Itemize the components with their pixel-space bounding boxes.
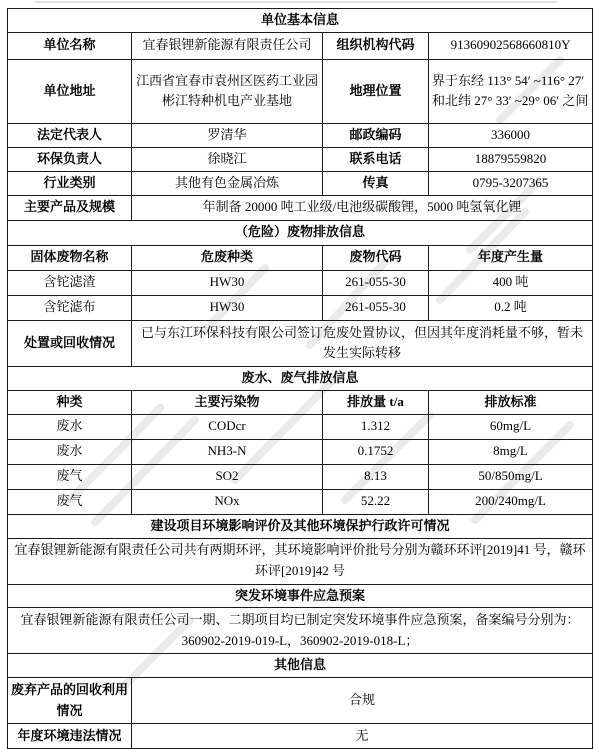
cell-pollutant: NH3-N (132, 439, 323, 464)
value-contact-phone: 18879559820 (429, 147, 593, 171)
value-main-products: 年制备 20000 吨工业级/电池级碳酸锂，5000 吨氢氧化锂 (132, 195, 593, 220)
cell-standard: 60mg/L (429, 414, 593, 439)
cell-emission-type: 废气 (8, 489, 132, 514)
label-contact-phone: 联系电话 (323, 147, 429, 171)
cell-standard: 8mg/L (429, 439, 593, 464)
label-postal-code: 邮政编码 (323, 123, 429, 147)
eia-content: 宜春银锂新能源有限责任公司共有两期环评，其环境影响评价批号分别为赣环环评[2019]41 号，赣环环评[2019]42 号 (8, 538, 593, 584)
col-header-solid-waste-name: 固体废物名称 (8, 245, 132, 270)
section-title-emissions: 废水、废气排放信息 (8, 366, 593, 390)
label-unit-address: 单位地址 (8, 59, 132, 123)
section-title-other-info: 其他信息 (8, 654, 593, 678)
value-product-recycling: 合规 (132, 678, 593, 724)
cell-pollutant: CODcr (132, 414, 323, 439)
cell-emission-type: 废气 (8, 464, 132, 489)
cell-emission-type: 废水 (8, 439, 132, 464)
cell-standard: 50/850mg/L (429, 464, 593, 489)
cell-amount: 1.312 (323, 414, 429, 439)
cell-emission-type: 废水 (8, 414, 132, 439)
emission-row (8, 489, 593, 514)
value-env-officer: 徐晓江 (132, 147, 323, 171)
hazwaste-row (8, 270, 593, 295)
value-unit-name: 宜春银锂新能源有限责任公司 (132, 32, 323, 59)
cell-waste-type: HW30 (132, 295, 323, 320)
emission-row (8, 439, 593, 464)
col-header-emission-type: 种类 (8, 390, 132, 414)
label-env-officer: 环保负责人 (8, 147, 132, 171)
cell-annual-output: 0.2 吨 (429, 295, 593, 320)
cell-waste-name: 含铊滤渣 (8, 270, 132, 295)
value-disposal-status: 已与东江环保科技有限公司签订危废处置协议，但因其年度消耗量不够，暂未发生实际转移 (132, 320, 593, 366)
label-geo-location: 地理位置 (323, 59, 429, 123)
section-title-emergency-plan: 突发环境事件应急预案 (8, 584, 593, 608)
cell-waste-type: HW30 (132, 270, 323, 295)
cell-amount: 0.1752 (323, 439, 429, 464)
col-header-hazwaste-type: 危废种类 (132, 245, 323, 270)
value-unit-address: 江西省宜春市袁州区医药工业园彬江特种机电产业基地 (132, 59, 323, 123)
label-annual-violations: 年度环境违法情况 (8, 724, 132, 749)
cell-standard: 200/240mg/L (429, 489, 593, 514)
environmental-info-table (7, 8, 593, 749)
value-geo-location: 界于东经 113° 54′ ~116° 27′ 和北纬 27° 33′ ~29° 06′ 之间 (429, 59, 593, 123)
label-unit-name: 单位名称 (8, 32, 132, 59)
value-industry-category: 其他有色金属冶炼 (132, 171, 323, 195)
section-title-eia: 建设项目环境影响评价及其他环境保护行政许可情况 (8, 514, 593, 538)
label-legal-representative: 法定代表人 (8, 123, 132, 147)
label-industry-category: 行业类别 (8, 171, 132, 195)
section-title-basic-info: 单位基本信息 (8, 9, 593, 33)
label-org-code: 组织机构代码 (323, 32, 429, 59)
col-header-annual-output: 年度产生量 (429, 245, 593, 270)
col-header-emission-standard: 排放标准 (429, 390, 593, 414)
value-org-code: 91360902568660810Y (429, 32, 593, 59)
cropped-text-remnant-line (35, 1, 557, 3)
col-header-main-pollutant: 主要污染物 (132, 390, 323, 414)
emission-row (8, 414, 593, 439)
value-legal-representative: 罗清华 (132, 123, 323, 147)
value-annual-violations: 无 (132, 724, 593, 749)
label-product-recycling: 废弃产品的回收利用情况 (8, 678, 132, 724)
cell-waste-name: 含铊滤布 (8, 295, 132, 320)
label-fax: 传真 (323, 171, 429, 195)
value-postal-code: 336000 (429, 123, 593, 147)
cell-pollutant: NOx (132, 489, 323, 514)
hazwaste-row (8, 295, 593, 320)
label-disposal-status: 处置或回收情况 (8, 320, 132, 366)
cell-amount: 8.13 (323, 464, 429, 489)
col-header-emission-amount: 排放量 t/a (323, 390, 429, 414)
emergency-plan-content: 宜春银锂新能源有限责任公司一期、二期项目均已制定突发环境事件应急预案，备案编号分别为： 360902-2019-019-L，360902-2019-018-L； (8, 608, 593, 654)
value-fax: 0795-3207365 (429, 171, 593, 195)
cell-waste-code: 261-055-30 (323, 270, 429, 295)
cell-pollutant: SO2 (132, 464, 323, 489)
cell-waste-code: 261-055-30 (323, 295, 429, 320)
section-title-hazardous-waste: （危险）废物排放信息 (8, 220, 593, 245)
cell-amount: 52.22 (323, 489, 429, 514)
emission-row (8, 464, 593, 489)
label-main-products: 主要产品及规模 (8, 195, 132, 220)
col-header-waste-code: 废物代码 (323, 245, 429, 270)
cell-annual-output: 400 吨 (429, 270, 593, 295)
